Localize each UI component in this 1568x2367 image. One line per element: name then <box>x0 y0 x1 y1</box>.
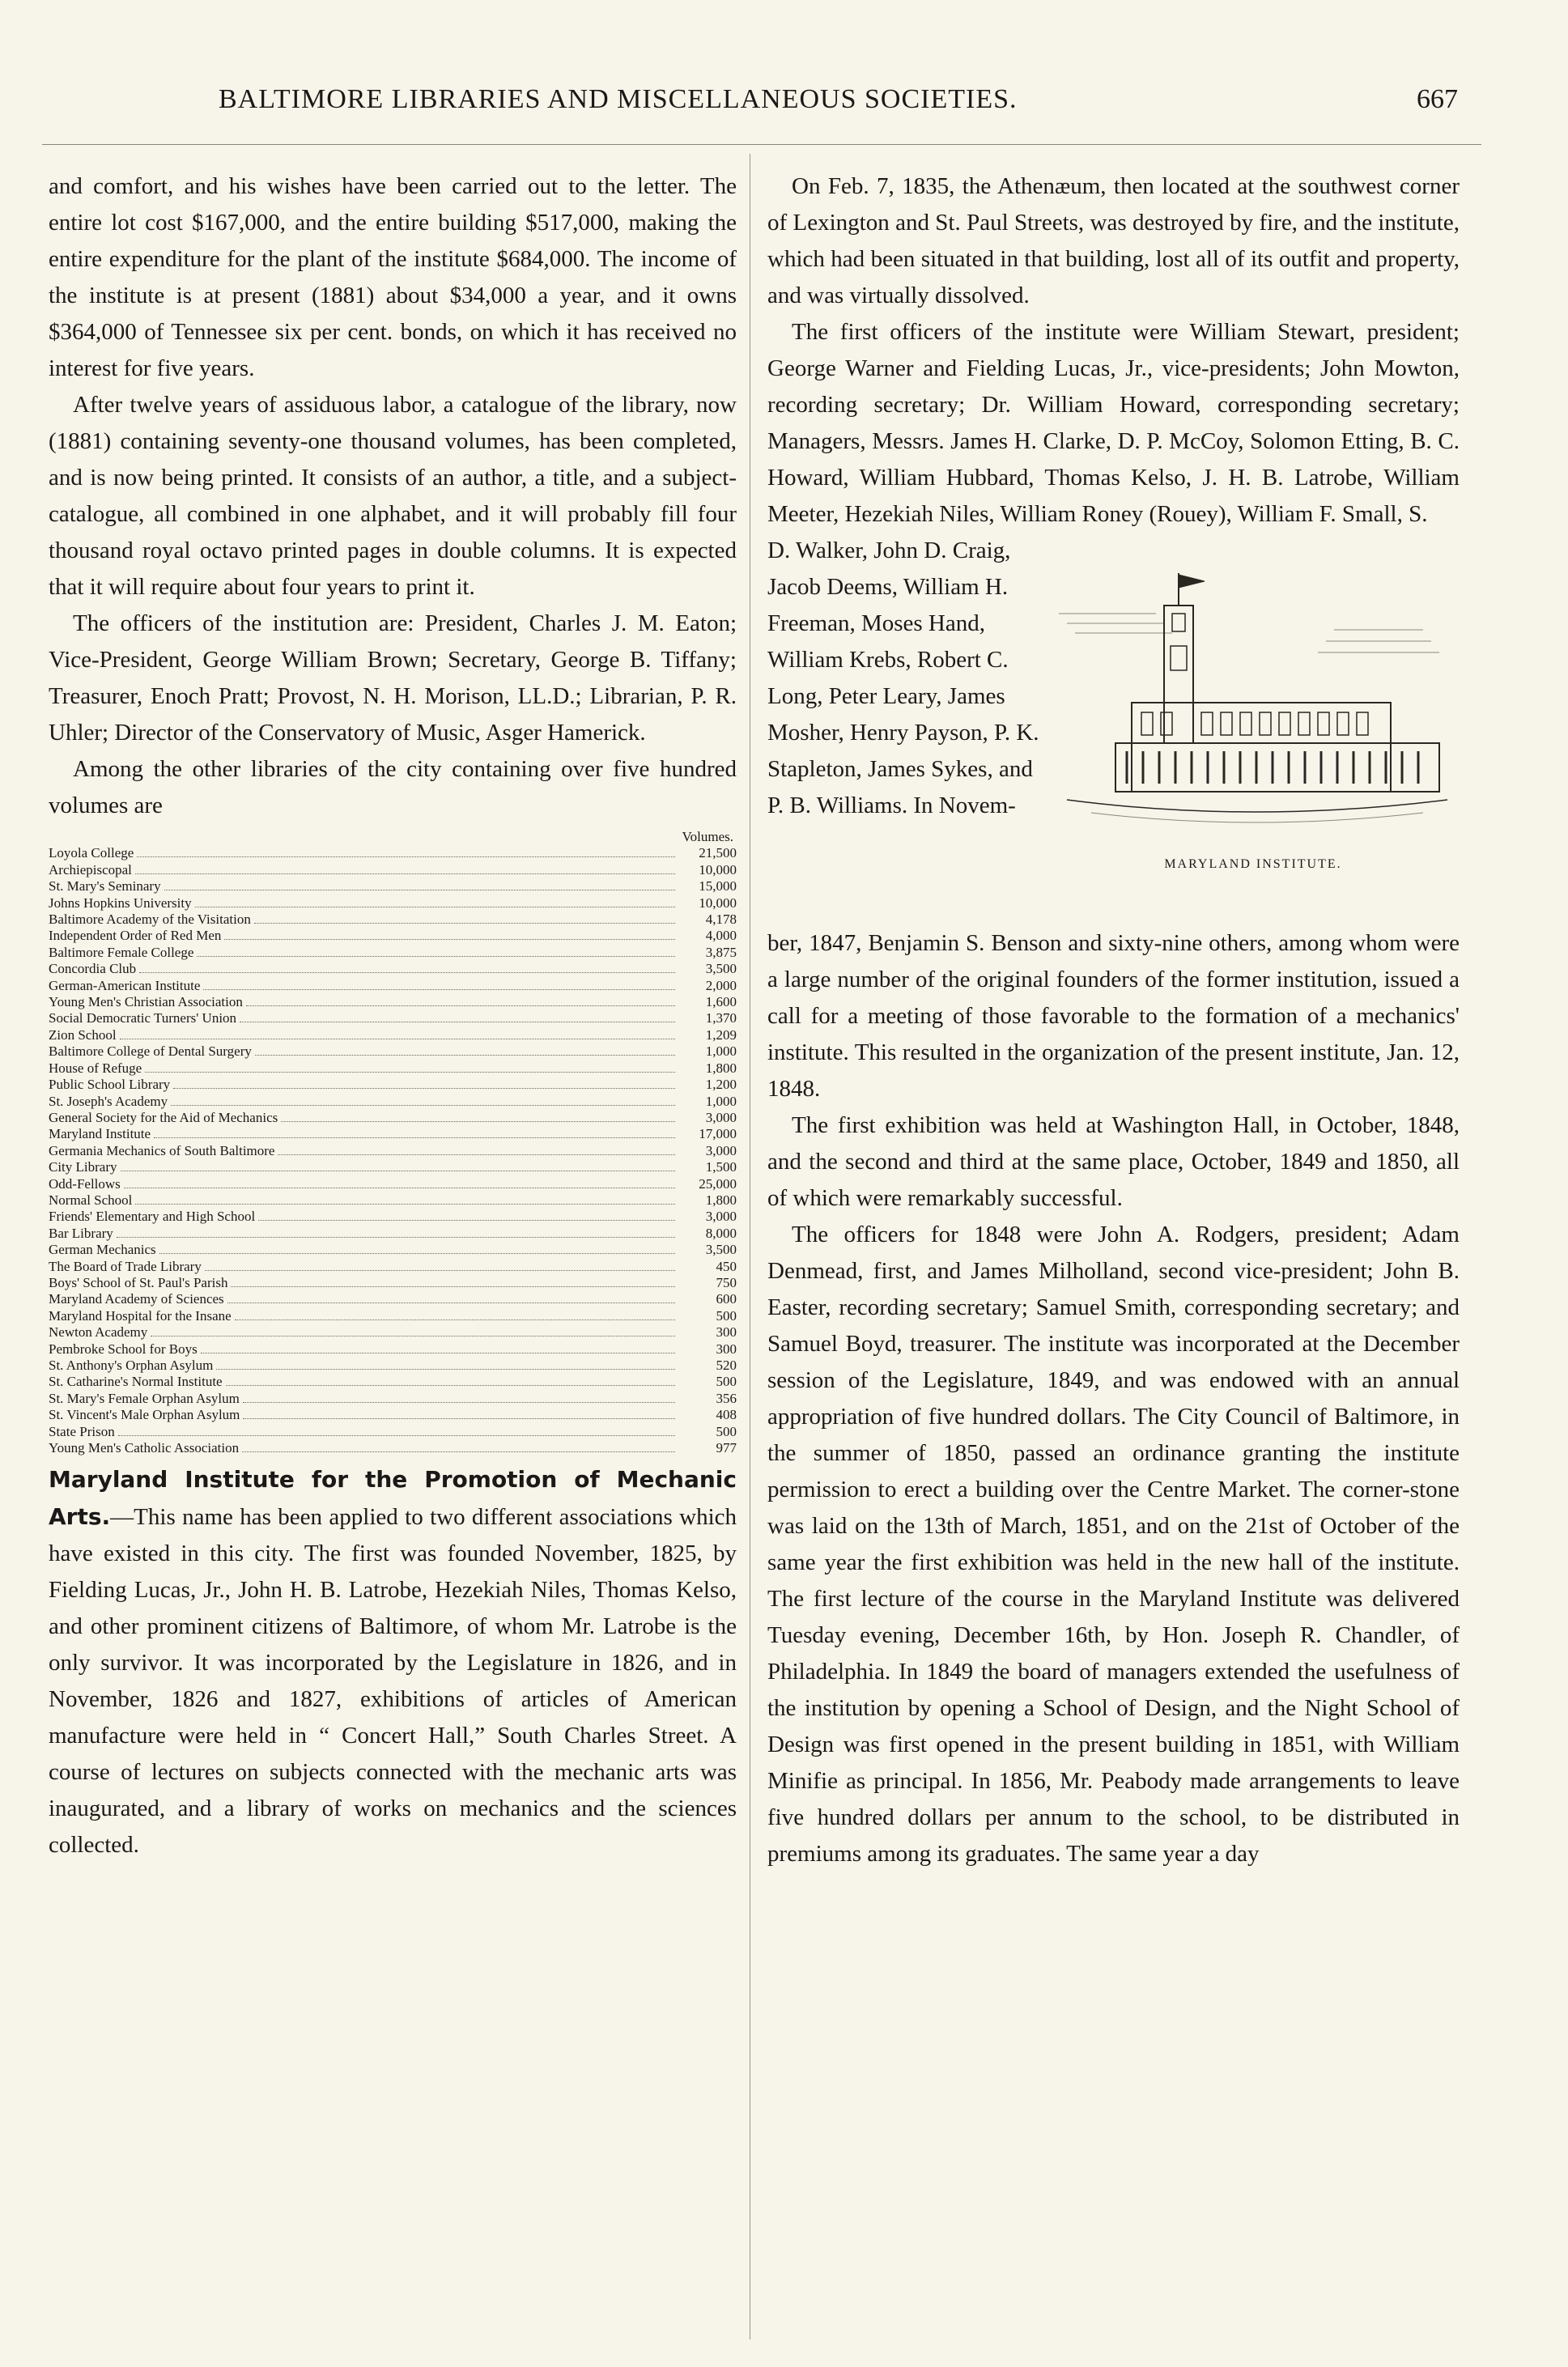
volume-count: 21,500 <box>699 845 737 861</box>
wrapped-text: D. Walker, John D. Craig, Jacob Deems, William H. Freeman, Moses Hand, William Krebs, Robert C. Long, Peter Leary, James Mosher, Henry Payson, P. K. Stapleton, James Sykes, and P. B. Williams. In Novem- <box>767 538 1039 818</box>
dot-leader <box>243 1418 675 1419</box>
library-name: St. Vincent's Male Orphan Asylum <box>49 1407 240 1423</box>
dot-leader <box>145 1072 675 1073</box>
section-body-text: —This name has been applied to two different associations which have existed in this city. The first was founded November, 1825, by Fielding Lucas, Jr., John H. B. Latrobe, Hezekiah Niles, Thomas Kelso, and other prominent citizens of Baltimore, of whom Mr. Latrobe is the only survivor. It was incorporated by the Legislature in 1826, and in November, 1826 and 1827, exhibitions of articles of American manufacture were held in “ Concert Hall,” South Charles Street. A course of lectures on subjects connected with the mechanic arts was inaugurated, and a library of works on mechanics and the sciences collected. <box>49 1504 737 1859</box>
volume-count: 1,000 <box>705 1093 737 1109</box>
table-row <box>49 1192 737 1209</box>
volume-count: 17,000 <box>699 1126 737 1142</box>
library-name: St. Anthony's Orphan Asylum <box>49 1358 214 1373</box>
paragraph-right-2-continued: ber, 1847, Benjamin S. Benson and sixty-nine others, among whom were a large number of the original founders of the former institution, issued a call for a meeting of those favorable to the formation of a mechanics' institute. This resulted in the organization of the present institute, Jan. 12, 1848. <box>767 930 1460 1102</box>
dot-leader <box>235 1319 675 1320</box>
table-row <box>49 1291 737 1307</box>
table-row <box>49 1010 737 1026</box>
table-row <box>49 1143 737 1159</box>
dot-leader <box>117 1237 675 1238</box>
table-row <box>49 961 737 977</box>
library-name: Newton Academy <box>49 1324 148 1341</box>
volume-count: 1,600 <box>705 994 737 1010</box>
dot-leader <box>278 1154 675 1155</box>
library-name: German-American Institute <box>49 977 201 993</box>
table-row <box>49 928 737 944</box>
table-row <box>49 862 737 878</box>
volumes-column-header: Volumes. <box>682 829 733 844</box>
library-name: Young Men's Catholic Association <box>49 1440 240 1456</box>
libraries-volume-table <box>49 829 737 1456</box>
volume-count: 25,000 <box>699 1175 737 1192</box>
dot-leader <box>159 1253 675 1254</box>
table-row <box>49 912 737 928</box>
table-row <box>49 1424 737 1440</box>
library-name: St. Mary's Female Orphan Asylum <box>49 1390 240 1406</box>
library-name: St. Joseph's Academy <box>49 1093 168 1109</box>
library-name: Maryland Hospital for the Insane <box>49 1307 232 1324</box>
dot-leader <box>135 873 675 874</box>
table-row <box>49 1226 737 1242</box>
table-row <box>49 1341 737 1358</box>
dot-leader <box>154 1137 675 1138</box>
dot-leader <box>197 956 675 957</box>
library-name: House of Refuge <box>49 1060 142 1076</box>
table-row <box>49 1159 737 1175</box>
library-name: The Board of Trade Library <box>49 1258 202 1274</box>
volume-count: 4,178 <box>705 912 737 928</box>
table-row <box>49 845 737 861</box>
library-name: State Prison <box>49 1423 115 1439</box>
table-row <box>49 1391 737 1407</box>
volume-count: 300 <box>716 1341 737 1357</box>
volume-count: 1,800 <box>705 1192 737 1208</box>
library-name: Maryland Academy of Sciences <box>49 1291 224 1307</box>
library-name: General Society for the Aid of Mechanics <box>49 1109 278 1125</box>
dot-leader <box>227 1302 675 1303</box>
dot-leader <box>246 1005 675 1006</box>
paragraph-left-5 <box>49 1461 737 1863</box>
library-name: Odd-Fellows <box>49 1175 121 1192</box>
table-row <box>49 1358 737 1374</box>
volume-count: 1,500 <box>705 1159 737 1175</box>
table-row <box>49 1094 737 1110</box>
volume-count: 1,000 <box>705 1043 737 1060</box>
volume-count: 356 <box>716 1390 737 1406</box>
table-row <box>49 1126 737 1142</box>
table-row <box>49 1440 737 1456</box>
table-row <box>49 878 737 895</box>
dot-leader <box>203 989 675 990</box>
paragraph-right-3: The first exhibition was held at Washington Hall, in October, 1848, and the second and third at the same place, October, 1849 and 1850, all of which were remarkably successful. <box>767 1112 1460 1211</box>
library-name: Johns Hopkins University <box>49 895 192 911</box>
table-row <box>49 1407 737 1423</box>
dot-leader <box>254 923 675 924</box>
figure-maryland-institute <box>1043 557 1464 872</box>
volume-count: 3,000 <box>705 1142 737 1158</box>
dot-leader <box>255 1055 675 1056</box>
volume-count: 10,000 <box>699 895 737 911</box>
library-name: Baltimore Academy of the Visitation <box>49 912 251 928</box>
page-number: 667 <box>1417 84 1458 114</box>
library-name: Zion School <box>49 1026 117 1043</box>
library-name: Friends' Elementary and High School <box>49 1209 256 1225</box>
table-row <box>49 1259 737 1275</box>
dot-leader <box>242 1451 675 1452</box>
volume-count: 1,800 <box>705 1060 737 1076</box>
volume-count: 600 <box>716 1291 737 1307</box>
figure-wrap-block <box>767 533 1460 925</box>
table-row <box>49 1374 737 1390</box>
library-name: Baltimore Female College <box>49 944 194 960</box>
volume-count: 977 <box>716 1440 737 1456</box>
library-name: Archiepiscopal <box>49 861 132 878</box>
dot-leader <box>171 1105 675 1106</box>
section-heading-maryland-institute: Maryland Institute for the Promotion of Mechanic Arts. <box>49 1466 737 1531</box>
volume-count: 300 <box>716 1324 737 1341</box>
dot-leader <box>243 1402 675 1403</box>
dot-leader <box>173 1088 675 1089</box>
right-column <box>767 168 1460 1872</box>
library-name: Loyola College <box>49 845 134 861</box>
dot-leader <box>231 1286 675 1287</box>
volume-count: 450 <box>716 1258 737 1274</box>
volume-count: 4,000 <box>705 928 737 944</box>
volume-count: 8,000 <box>705 1225 737 1241</box>
running-head-title: BALTIMORE LIBRARIES AND MISCELLANEOUS SOCIETIES. <box>219 84 1018 114</box>
dot-leader <box>281 1121 675 1122</box>
volume-count: 3,000 <box>705 1209 737 1225</box>
library-name: Baltimore College of Dental Surgery <box>49 1043 252 1060</box>
table-row <box>49 895 737 912</box>
dot-leader <box>139 972 675 973</box>
library-name: Social Democratic Turners' Union <box>49 1010 237 1026</box>
table-row <box>49 978 737 994</box>
library-name: St. Catharine's Normal Institute <box>49 1374 223 1390</box>
table-row <box>49 1060 737 1077</box>
library-name: German Mechanics <box>49 1242 156 1258</box>
table-row <box>49 1209 737 1225</box>
paragraph-right-1: On Feb. 7, 1835, the Athenæum, then located at the southwest corner of Lexington and St. Paul Streets, was destroyed by fire, and the institute, which had been situated in that building, lost all of its outfit and property, and was virtually dissolved. <box>767 173 1460 308</box>
volume-count: 1,200 <box>705 1077 737 1093</box>
library-name: City Library <box>49 1159 117 1175</box>
paragraph-left-2: After twelve years of assiduous labor, a catalogue of the library, now (1881) containing seventy-one thousand volumes, has been completed, and is now being printed. It consists of an author, a title, and a subject-catalogue, all combined in one alphabet, and it will probably fill four thousand royal octavo printed pages in double columns. It is expected that it will require about four years to print it. <box>49 392 737 600</box>
library-name: Normal School <box>49 1192 133 1208</box>
dot-leader <box>137 856 675 857</box>
library-name: Public School Library <box>49 1077 171 1093</box>
volume-count: 3,000 <box>705 1109 737 1125</box>
dot-leader <box>205 1270 675 1271</box>
paragraph-right-2: The first officers of the institute were William Stewart, president; George Warner and Fielding Lucas, Jr., vice-presidents; John Mowton, recording secretary; Dr. William Howard, corresponding secretary; Managers, Messrs. James H. Clarke, D. P. McCoy, Solomon Etting, B. C. Howard, William Hubbard, Thomas Kelso, J. H. B. Latrobe, William Meeter, Hezekiah Niles, William Roney (Rouey), William F. Small, S. <box>767 319 1460 527</box>
volume-count: 3,875 <box>705 944 737 960</box>
volume-count: 520 <box>716 1358 737 1373</box>
paragraph-right-4: The officers for 1848 were John A. Rodgers, president; Adam Denmead, first, and James Milholland, second vice-president; John B. Easter, recording secretary; Samuel Smith, corresponding secretary; and Samuel Boyd, treasurer. The institute was incorporated at the December session of the Legislature, 1849, and was endowed with an annual appropriation of five hundred dollars. The City Council of Baltimore, in the summer of 1850, passed an ordinance granting the institute permission to erect a building over the Centre Market. The corner-stone was laid on the 13th of March, 1851, and on the 21st of October of the same year the first exhibition was held in the new hall of the institute. The first lecture of the course in the Maryland Institute was delivered Tuesday evening, December 16th, by Hon. Joseph R. Chandler, of Philadelphia. In 1849 the board of managers extended the usefulness of the institution by opening a School of Design, and the Night School of Design was first opened in the present building in 1851, with William Minifie as principal. In 1856, Mr. Peabody made arrangements to leave five hundred dollars per annum to the school, to be distributed in premiums among its graduates. The same year a day <box>767 1222 1460 1867</box>
dot-leader <box>135 1204 675 1205</box>
library-name: Independent Order of Red Men <box>49 928 222 944</box>
table-row <box>49 1043 737 1060</box>
dot-leader <box>118 1435 675 1436</box>
library-name: Pembroke School for Boys <box>49 1341 198 1357</box>
table-row <box>49 1176 737 1192</box>
table-row <box>49 1027 737 1043</box>
left-column <box>49 168 737 1863</box>
library-name: Young Men's Christian Association <box>49 994 243 1010</box>
volume-count: 500 <box>716 1423 737 1439</box>
table-row <box>49 1077 737 1093</box>
library-name: Bar Library <box>49 1225 113 1241</box>
volume-count: 15,000 <box>699 878 737 895</box>
library-name: Boys' School of St. Paul's Parish <box>49 1274 228 1290</box>
library-name: Concordia Club <box>49 961 137 977</box>
dot-leader <box>258 1220 675 1221</box>
library-name: Germania Mechanics of South Baltimore <box>49 1142 275 1158</box>
volume-count: 500 <box>716 1307 737 1324</box>
paragraph-left-4: Among the other libraries of the city containing over five hundred volumes are <box>49 756 737 818</box>
maryland-institute-engraving <box>1043 557 1464 848</box>
table-row <box>49 1110 737 1126</box>
volume-count: 10,000 <box>699 861 737 878</box>
table-row <box>49 1275 737 1291</box>
header-rule <box>42 144 1481 145</box>
dot-leader <box>224 939 675 940</box>
dot-leader <box>226 1385 675 1386</box>
paragraph-left-3: The officers of the institution are: President, Charles J. M. Eaton; Vice-President, George William Brown; Secretary, George B. Tiffany; Treasurer, Enoch Pratt; Provost, N. H. Morison, LL.D.; Librarian, P. R. Uhler; Director of the Conservatory of Music, Asger Hamerick. <box>49 610 737 746</box>
table-row <box>49 1324 737 1341</box>
running-header <box>0 84 1568 125</box>
library-name: Maryland Institute <box>49 1126 151 1142</box>
volume-count: 3,500 <box>705 1242 737 1258</box>
table-row <box>49 994 737 1010</box>
volume-count: 1,209 <box>705 1026 737 1043</box>
volume-count: 1,370 <box>705 1010 737 1026</box>
library-name: St. Mary's Seminary <box>49 878 161 895</box>
paragraph-left-1: and comfort, and his wishes have been carried out to the letter. The entire lot cost $167,000, and the entire building $517,000, making the entire expenditure for the plant of the institute $684,000. The income of the institute is at present (1881) about $34,000 a year, and it owns $364,000 of Tennessee six per cent. bonds, on which it has received no interest for five years. <box>49 173 737 381</box>
volume-count: 3,500 <box>705 961 737 977</box>
volume-count: 408 <box>716 1407 737 1423</box>
table-row <box>49 1242 737 1258</box>
figure-caption: MARYLAND INSTITUTE. <box>1164 857 1342 871</box>
table-row <box>49 1308 737 1324</box>
dot-leader <box>216 1369 675 1370</box>
volume-count: 750 <box>716 1274 737 1290</box>
volume-count: 2,000 <box>705 977 737 993</box>
volume-count: 500 <box>716 1374 737 1390</box>
table-row <box>49 945 737 961</box>
